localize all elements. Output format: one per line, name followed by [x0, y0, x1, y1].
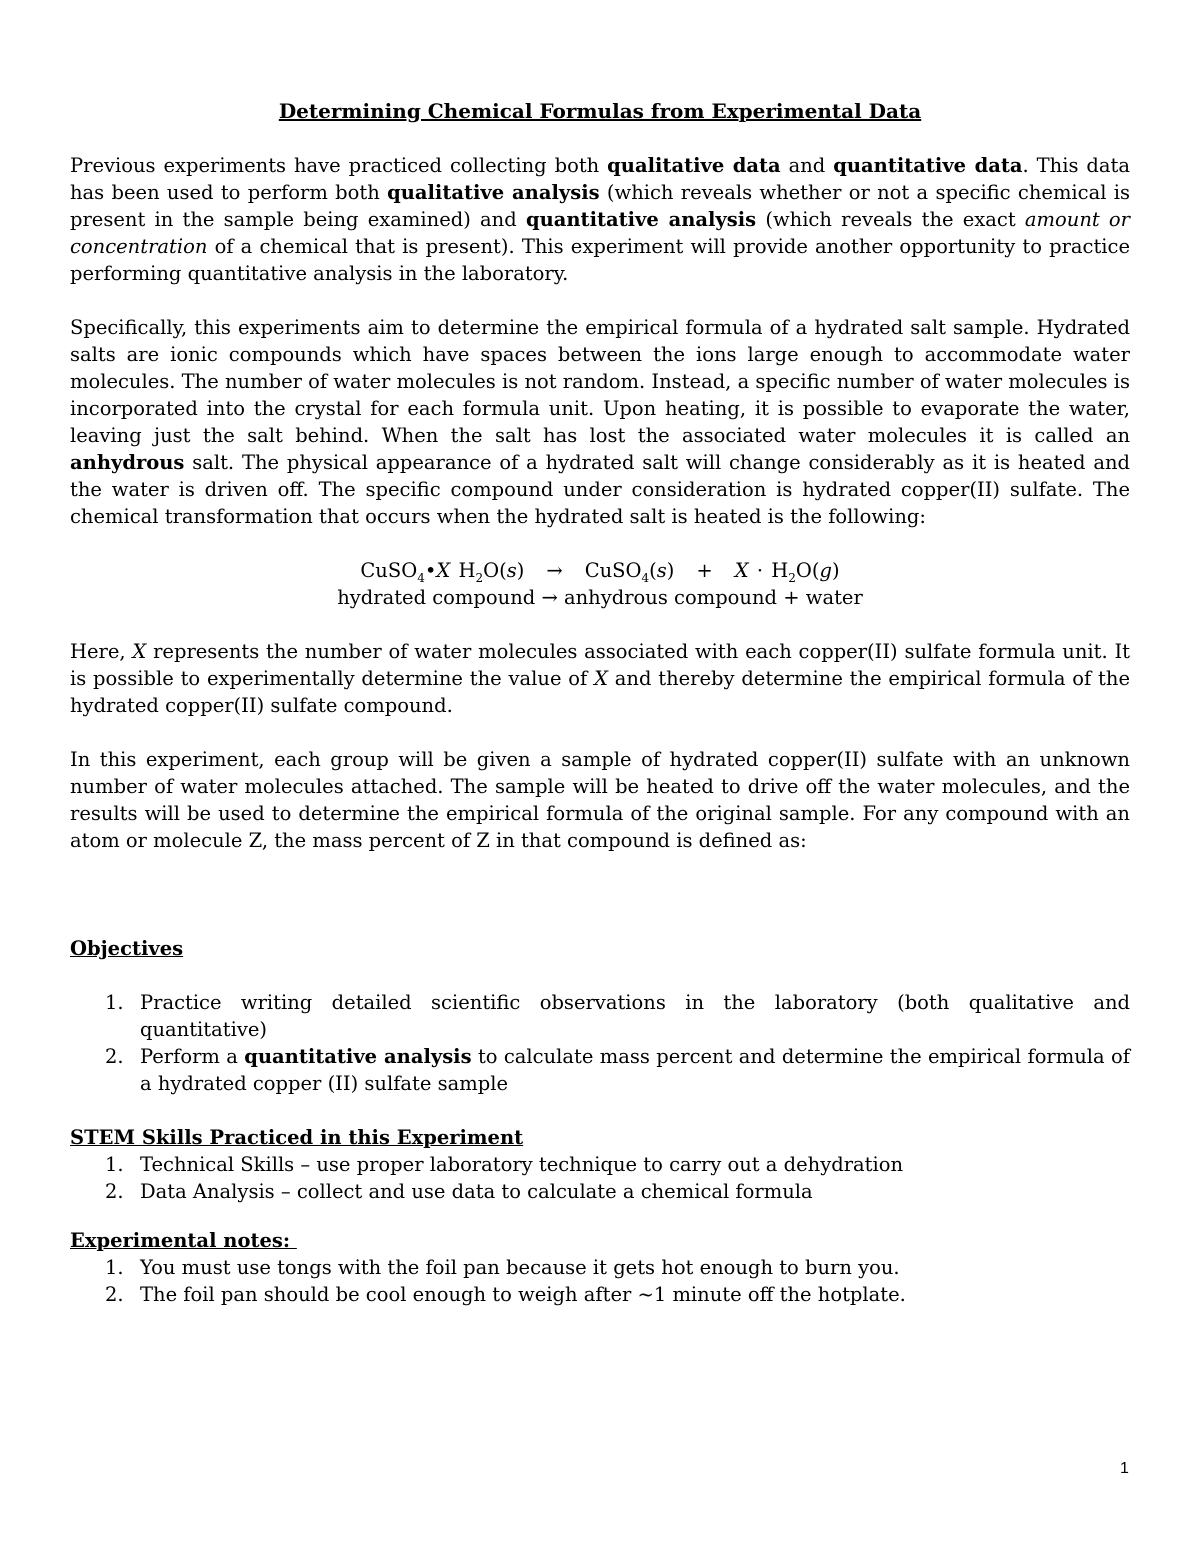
eq-sub2: 2	[475, 570, 484, 585]
eq-dot: •	[424, 559, 437, 582]
reaction-arrow: →	[546, 559, 563, 582]
intro-text: (which reveals whether or not a specific chemical is present in the sample being examined) and	[70, 181, 1131, 231]
list-item	[70, 1043, 1130, 1097]
intro-text: (which reveals the exact	[756, 208, 1025, 231]
stem-skills-heading: STEM Skills Practiced in this Experiment	[70, 1126, 524, 1149]
list-number: 2.	[105, 1045, 124, 1068]
list-item-text: Data Analysis – collect and use data to calculate a chemical formula	[140, 1180, 813, 1203]
list-item-text: Technical Skills – use proper laboratory technique to carry out a dehydration	[140, 1153, 904, 1176]
intro-text: and	[780, 154, 834, 177]
para2-text: Specifically, this experiments aim to determine the empirical formula of a hydrated salt sample. Hydrated salts are ionic compounds which have spaces between the ions large enough to accommodate water molecules. The number of water molecules is not random. Instead, a specific number of water molecules is incorporated into the crystal for each formula unit. Upon heating, it is possible to evaporate the water, leaving just the salt behind. When the salt has lost the associated water molecules it is called an	[70, 316, 1130, 447]
list-number: 1.	[105, 1153, 124, 1176]
x-explanation-paragraph	[70, 638, 1130, 719]
eq-plus: +	[696, 559, 713, 582]
eq-state-g: g	[819, 559, 832, 582]
emphasis-amount: amount or concentration	[70, 208, 1130, 258]
list-item	[70, 1254, 1130, 1281]
eq-x: X	[436, 559, 451, 582]
eq-o: O(	[483, 559, 507, 582]
stem-skills-list	[70, 1151, 1130, 1205]
list-item-text: You must use tongs with the foil pan because it gets hot enough to burn you.	[140, 1256, 900, 1279]
list-item	[70, 1281, 1130, 1308]
term-quantitative-analysis: quantitative analysis	[244, 1045, 472, 1068]
list-item-text: to calculate mass percent and determine the empirical formula of a hydrated copper (II) sulfate sample	[140, 1045, 1130, 1095]
para3-text: and thereby determine the empirical formula of the hydrated copper(II) sulfate compound.	[70, 667, 1130, 717]
eq-cuso: CuSO	[360, 559, 418, 582]
term-quantitative-analysis: quantitative analysis	[525, 208, 757, 231]
experimental-notes-heading: Experimental notes:	[70, 1229, 297, 1252]
experiment-paragraph: In this experiment, each group will be given a sample of hydrated copper(II) sulfate with an unknown number of water molecules attached. The sample will be heated to drive off the water molecules, and the results will be used to determine the empirical formula of the original sample. For any compound with an atom or molecule Z, the mass percent of Z in that compound is defined as:	[70, 748, 1130, 852]
eq-cuso: CuSO	[584, 559, 642, 582]
list-item	[70, 989, 1130, 1043]
para3-text: represents the number of water molecules associated with each copper(II) sulfate formula unit. It is possible to experimentally determine the value of	[70, 640, 1130, 690]
list-item-text: The foil pan should be cool enough to weigh after ~1 minute off the hotplate.	[140, 1283, 906, 1306]
list-item	[70, 1151, 1130, 1178]
intro-text: of a chemical that is present). This experiment will provide another opportunity to practice performing quantitative analysis in the laboratory.	[70, 235, 1130, 285]
term-quantitative-data: quantitative data	[833, 154, 1023, 177]
eq-open-paren: (	[649, 559, 657, 582]
list-item	[70, 1178, 1130, 1205]
var-x: X	[132, 640, 147, 663]
term-qualitative-data: qualitative data	[607, 154, 781, 177]
document-title: Determining Chemical Formulas from Experimental Data	[278, 99, 922, 123]
list-number: 2.	[105, 1180, 124, 1203]
objectives-heading: Objectives	[70, 937, 184, 960]
eq-paren: )	[666, 559, 675, 582]
list-number: 1.	[105, 991, 124, 1014]
eq-paren: )	[832, 559, 840, 582]
chemical-equation	[70, 557, 1130, 611]
list-item-text: Practice writing detailed scientific observations in the laboratory (both qualitative and quantitative)	[140, 991, 1130, 1041]
eq-state-s: s	[656, 559, 667, 582]
eq-cdot: ·	[756, 559, 764, 582]
intro-text: . This data has been used to perform both	[70, 154, 1130, 204]
eq-paren: )	[516, 559, 525, 582]
eq-h: H	[450, 559, 476, 582]
intro-paragraph	[70, 152, 1130, 287]
term-anhydrous: anhydrous	[70, 451, 185, 474]
para3-text: Here,	[70, 640, 133, 663]
eq-sub2: 2	[788, 570, 796, 585]
equation-word-row: hydrated compound → anhydrous compound + water	[337, 586, 863, 609]
intro-text: Previous experiments have practiced collecting both	[70, 154, 608, 177]
list-number: 2.	[105, 1283, 124, 1306]
equation-formula-row	[70, 557, 1130, 584]
eq-h: H	[763, 559, 789, 582]
experimental-notes-list	[70, 1254, 1130, 1308]
list-item-text: Perform a	[140, 1045, 245, 1068]
eq-sub4: 4	[417, 570, 425, 585]
var-x: X	[594, 667, 608, 690]
term-qualitative-analysis: qualitative analysis	[387, 181, 600, 204]
eq-x: X	[734, 559, 749, 582]
para2-text: salt. The physical appearance of a hydrated salt will change considerably as it is heated and the water is driven off. The specific compound under consideration is hydrated copper(II) sulfate. The chemical transformation that occurs when the hydrated salt is heated is the following:	[70, 451, 1130, 528]
eq-state-s: s	[506, 559, 517, 582]
eq-o: O(	[795, 559, 820, 582]
hydrated-salt-paragraph	[70, 314, 1130, 530]
page-number: 1	[1120, 1460, 1129, 1477]
document-page	[70, 98, 1130, 1308]
eq-sub4: 4	[641, 570, 650, 585]
list-number: 1.	[105, 1256, 124, 1279]
objectives-list	[70, 989, 1130, 1097]
